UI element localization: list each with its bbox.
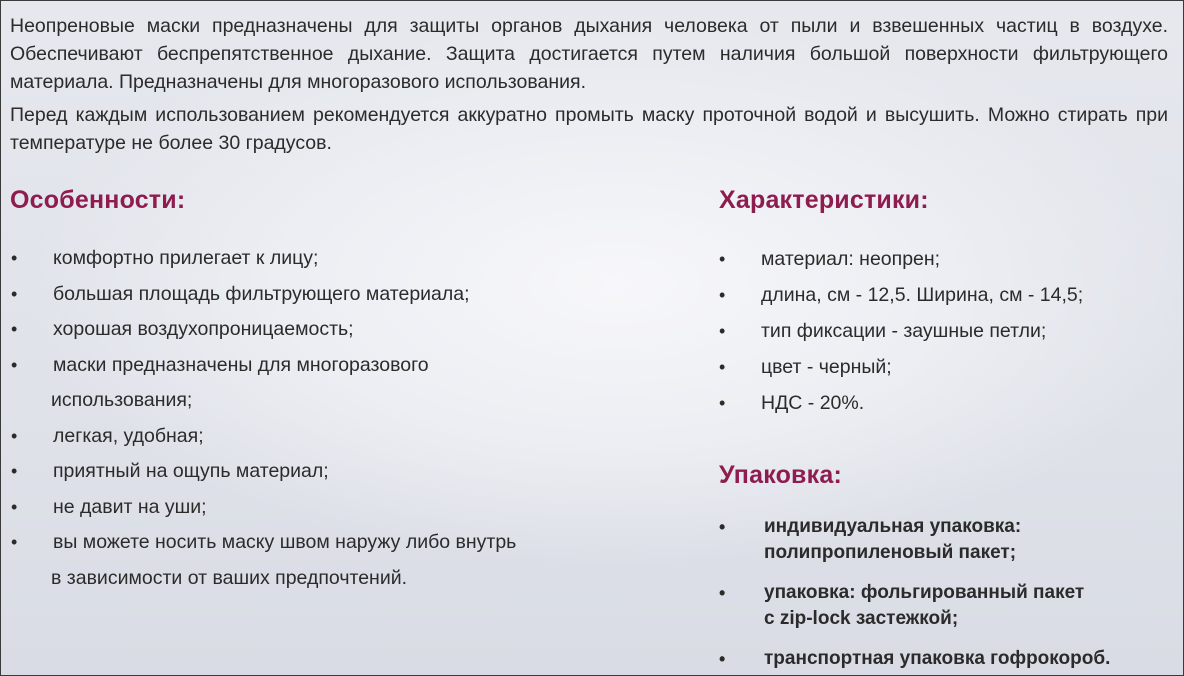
- feature-item-text: легкая, удобная;: [53, 424, 204, 447]
- bullet-icon: •: [11, 425, 18, 446]
- packaging-item-text-continued: с zip-lock застежкой;: [764, 608, 959, 629]
- packaging-heading: Упаковка:: [719, 461, 842, 489]
- feature-item: [9, 419, 649, 455]
- packaging-item-text-continued: полипропиленовый пакет;: [764, 542, 1017, 563]
- packaging-item-text: упаковка: фольгированный пакет: [764, 582, 1085, 603]
- bullet-icon: •: [11, 354, 18, 375]
- packaging-item-text: индивидуальная упаковка:: [764, 516, 1022, 537]
- packaging-item-text: транспортная упаковка гофрокороб.: [764, 648, 1111, 669]
- bullet-icon: •: [719, 517, 726, 537]
- bullet-icon: •: [719, 357, 726, 377]
- bullet-icon: •: [11, 319, 18, 339]
- feature-item: [9, 312, 649, 348]
- spec-item: [717, 241, 1167, 277]
- bullet-icon: •: [11, 283, 18, 304]
- feature-item: [9, 490, 649, 526]
- specs-heading: Характеристики:: [719, 186, 929, 214]
- spec-item-text: цвет - черный;: [761, 356, 892, 378]
- features-heading: Особенности:: [10, 186, 186, 214]
- feature-item: [9, 241, 649, 277]
- spec-item-text: длина, см - 12,5. Ширина, см - 14,5;: [761, 284, 1084, 306]
- feature-item-text: большая площадь фильтрующего материала;: [53, 282, 470, 305]
- intro-paragraph-1: Неопреновые маски предназначены для защиты органов дыхания человека от пыли и взвешенных частиц в воздухе. Обеспечивают беспрепятственное дыхание. Защита достигается путем наличия большой поверхности фильтрующего материала. Предназначены для многоразового использования.: [10, 15, 1168, 93]
- feature-item-text: приятный на ощупь материал;: [53, 460, 329, 482]
- packaging-item: [717, 646, 1177, 672]
- packaging-list: [717, 514, 1177, 676]
- feature-item-text-continued: использования;: [51, 389, 193, 411]
- bullet-icon: •: [719, 393, 726, 413]
- features-list: [9, 241, 649, 596]
- spec-item-text: НДС - 20%.: [761, 392, 865, 414]
- spec-item: [717, 277, 1167, 313]
- feature-item-text: не давит на уши;: [53, 495, 207, 518]
- specs-list: [717, 241, 1167, 421]
- feature-item: [9, 525, 649, 596]
- bullet-icon: •: [11, 248, 18, 268]
- bullet-icon: •: [11, 496, 18, 517]
- bullet-icon: •: [719, 583, 726, 603]
- packaging-item: [717, 580, 1177, 632]
- spec-item: [717, 385, 1167, 421]
- feature-item-text: комфортно прилегает к лицу;: [53, 247, 319, 269]
- bullet-icon: •: [719, 321, 726, 341]
- feature-item-text-continued: в зависимости от ваших предпочтений.: [51, 566, 408, 589]
- spec-item: [717, 313, 1167, 349]
- feature-item-text: маски предназначены для многоразового: [53, 353, 429, 376]
- bullet-icon: •: [719, 249, 726, 269]
- spec-item-text: тип фиксации - заушные петли;: [761, 320, 1047, 342]
- bullet-icon: •: [719, 649, 726, 669]
- spec-item: [717, 349, 1167, 385]
- intro-paragraph-2: Перед каждым использованием рекомендуется аккуратно промыть маску проточной водой и высушить. Можно стирать при температуре не более 30 градусов.: [10, 104, 1168, 154]
- bullet-icon: •: [11, 461, 18, 481]
- packaging-item: [717, 514, 1177, 566]
- feature-item: [9, 348, 649, 419]
- bullet-icon: •: [11, 532, 18, 552]
- feature-item: [9, 277, 649, 313]
- feature-item-text: вы можете носить маску швом наружу либо внутрь: [53, 531, 517, 553]
- spec-item-text: материал: неопрен;: [761, 248, 941, 270]
- feature-item-text: хорошая воздухопроницаемость;: [53, 318, 354, 340]
- feature-item: [9, 454, 649, 490]
- bullet-icon: •: [719, 285, 726, 305]
